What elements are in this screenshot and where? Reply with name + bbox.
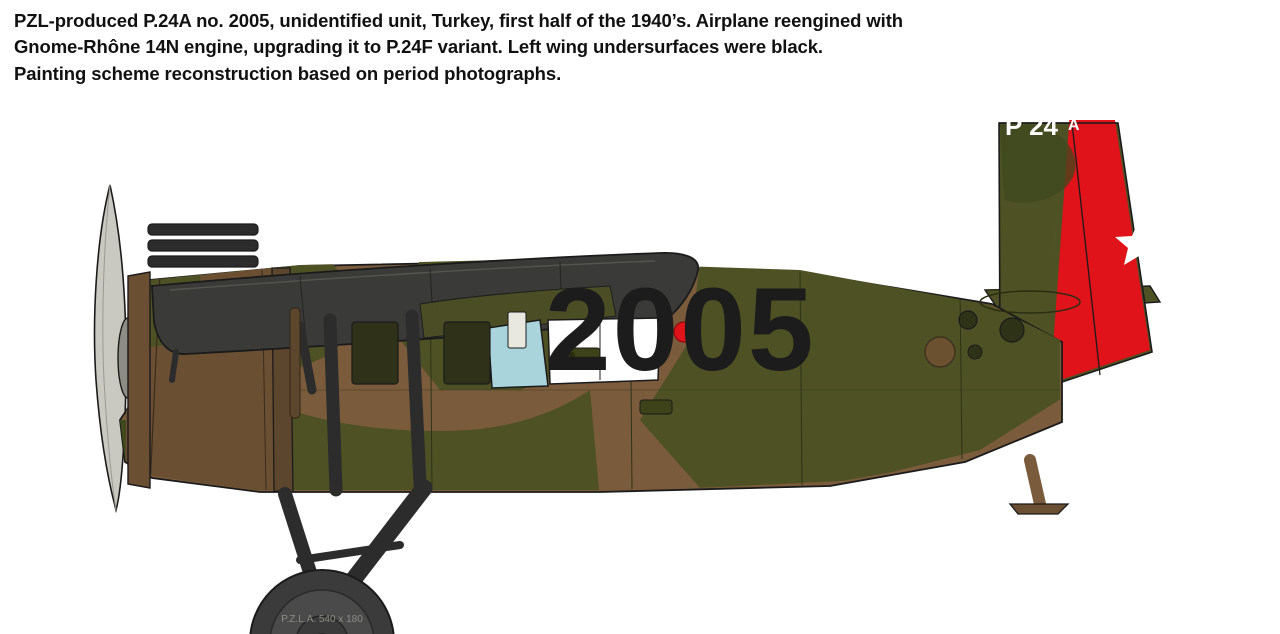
tail-skid	[1010, 460, 1068, 514]
caption-line-2: Gnome-Rhône 14N engine, upgrading it to P.24F variant. Left wing undersurfaces were black.	[14, 36, 823, 58]
landing-gear	[250, 488, 424, 634]
cooling-louvre-rear	[444, 322, 490, 384]
fin-marking-sub: A	[1068, 117, 1080, 134]
caption-line-1: PZL-produced P.24A no. 2005, unidentified unit, Turkey, first half of the 1940’s. Airplane reengined with	[14, 10, 903, 31]
fin-marking-main: P 24	[1005, 111, 1059, 141]
exhaust-stacks	[148, 224, 258, 267]
inspection-port-1	[959, 311, 977, 329]
data-placard	[508, 312, 526, 348]
stencil-roundel	[925, 337, 955, 367]
aircraft-profile-illustration	[0, 90, 1280, 634]
fuselage-code: 2005	[545, 264, 816, 396]
cowl-fastener-strip	[290, 308, 300, 418]
step-hatch	[640, 400, 672, 414]
main-wheel	[250, 570, 394, 634]
inspection-port-2	[1000, 318, 1024, 342]
wing-struts	[172, 352, 176, 380]
caption-text	[14, 8, 1244, 87]
inspection-port-3	[968, 345, 982, 359]
cooling-louvre-front	[352, 322, 398, 384]
caption-line-3: Painting scheme reconstruction based on period photographs.	[14, 62, 562, 84]
wheel-text-1: P.Z.L.A. 540 x 180	[281, 614, 363, 625]
